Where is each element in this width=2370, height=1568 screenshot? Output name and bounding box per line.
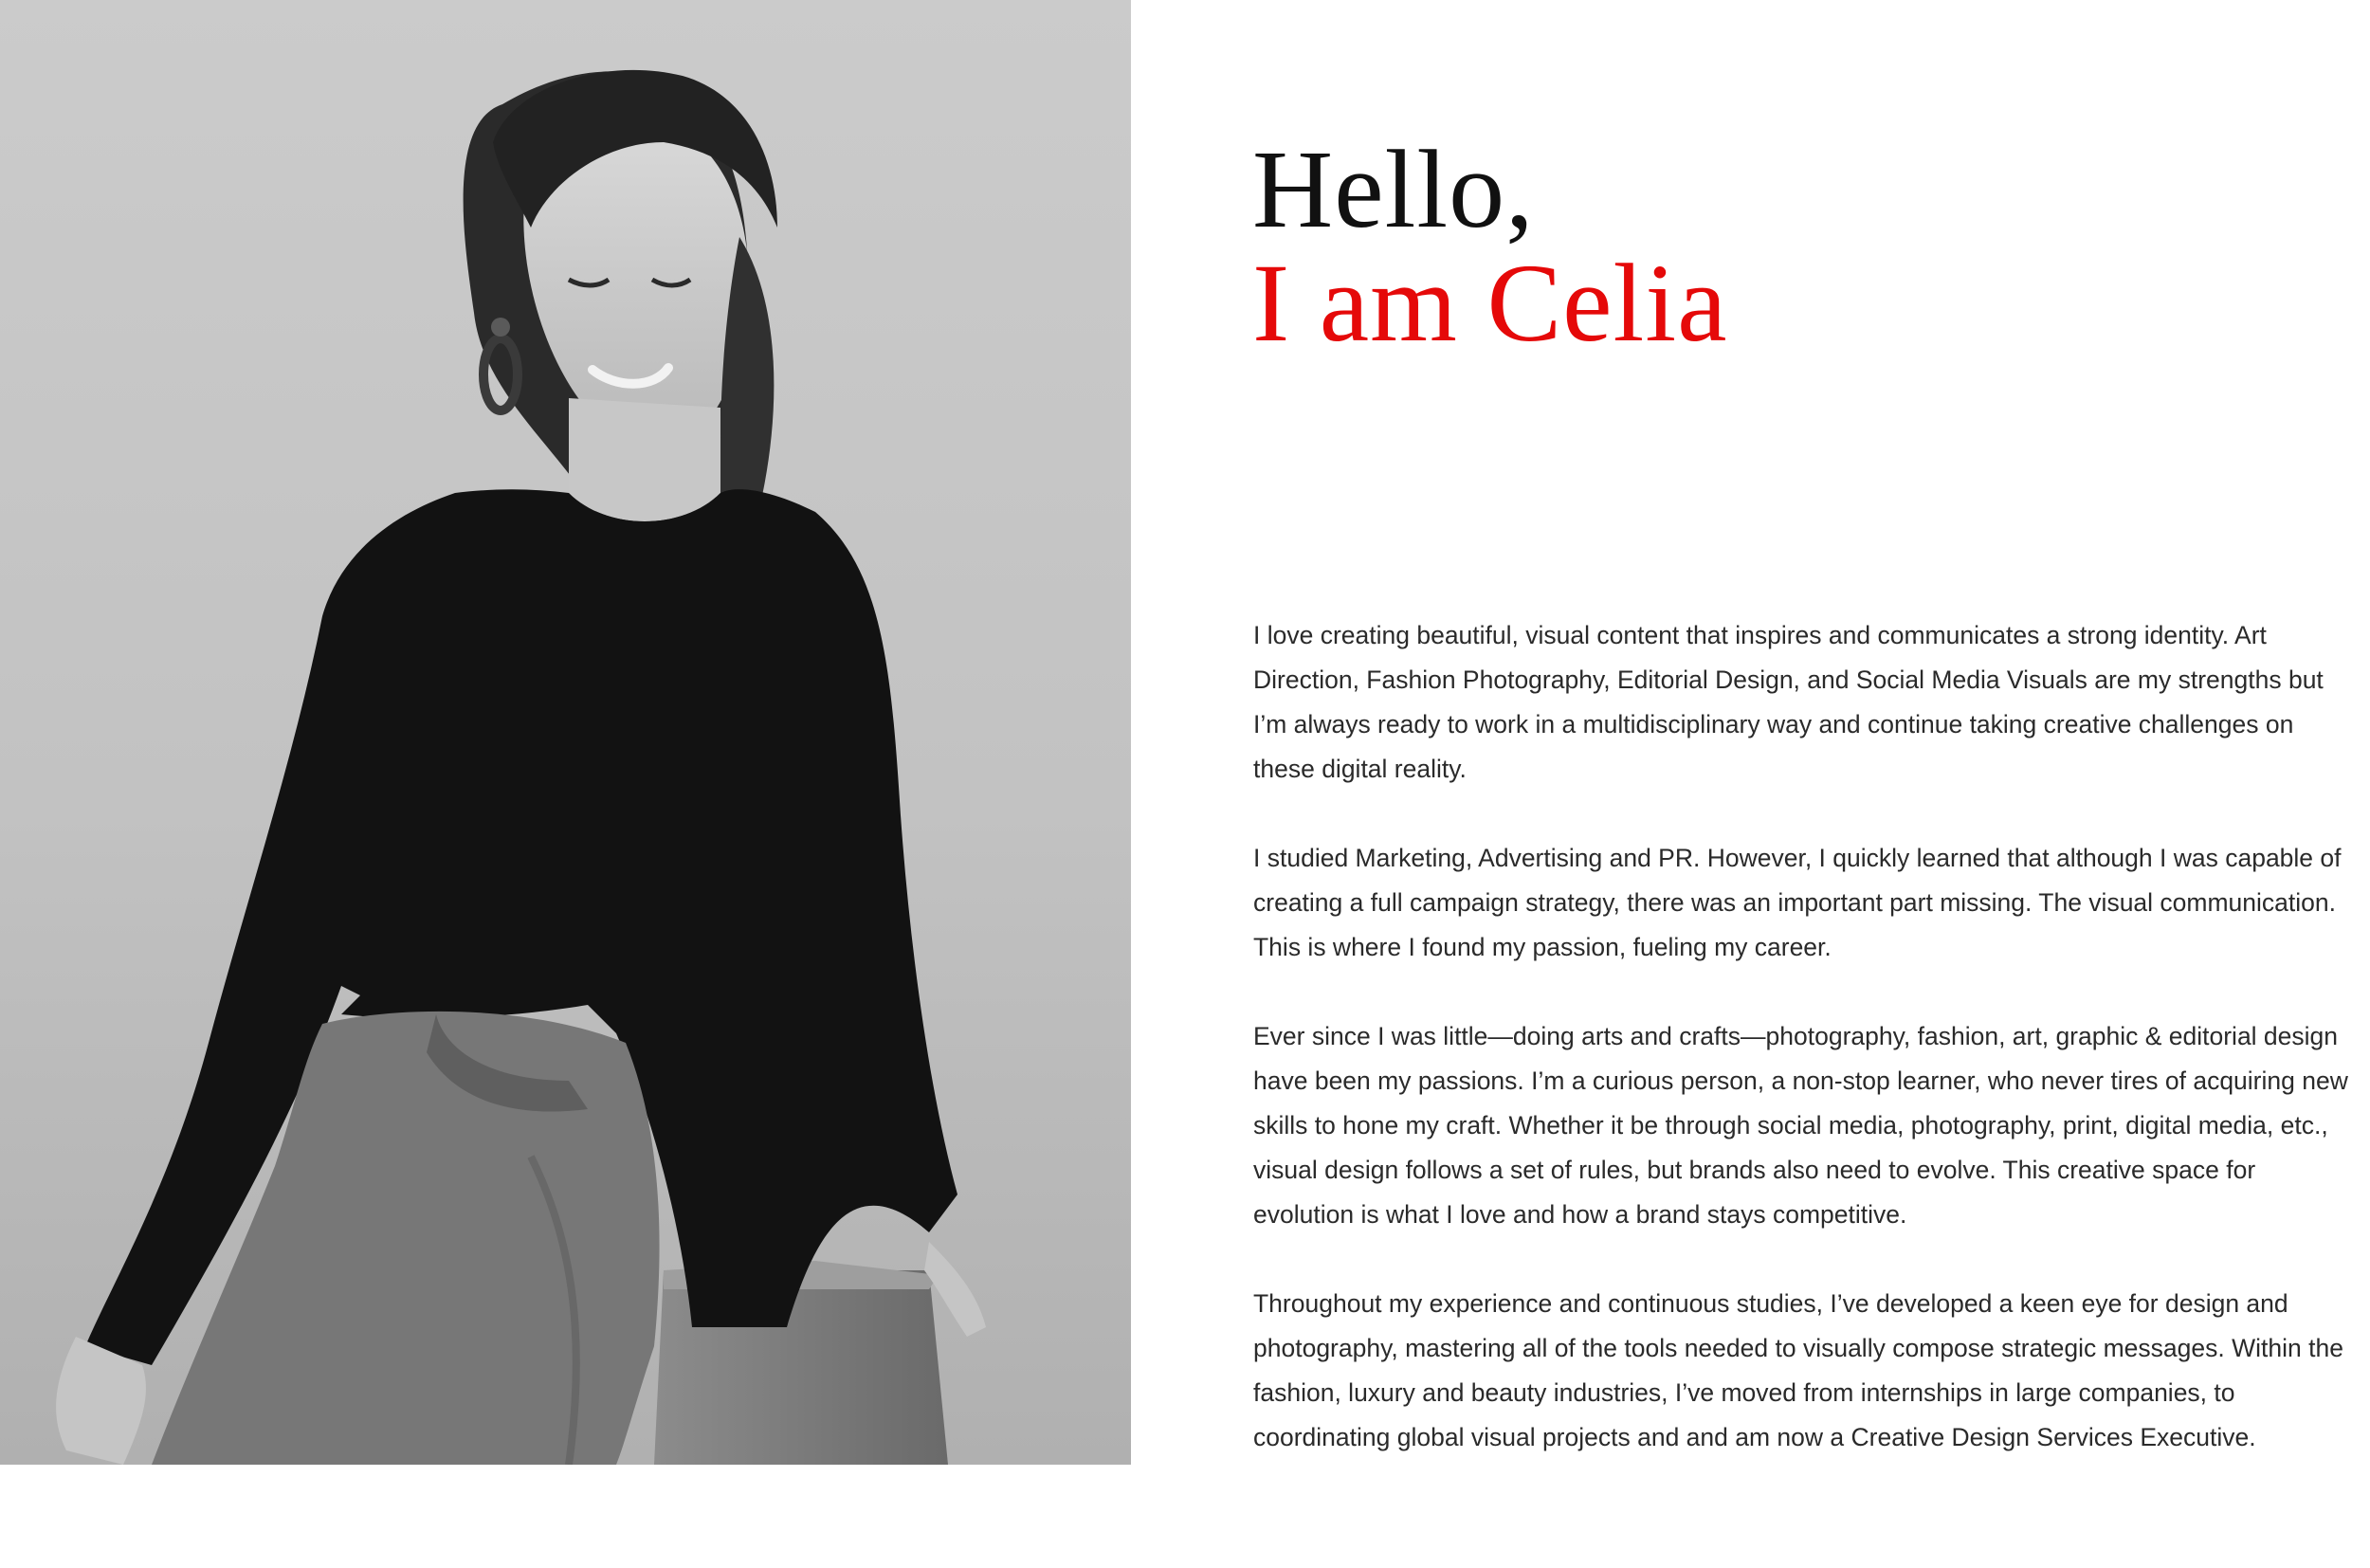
portrait-illustration (0, 0, 1131, 1465)
bio-paragraph: Ever since I was little—doing arts and crafts—photography, fashion, art, graphic & editorial design have been my passions. I’m a curious person, a non-stop learner, who never tires of acquiring new skills to hone my craft. Whether it be through social media, photography, print, digital media, etc., visual design follows a set of rules, but brands also need to evolve. This creative space for evolution is what I love and how a brand stays competitive. (1253, 1022, 2348, 1229)
bio-paragraph: I love creating beautiful, visual content that inspires and communicates a strong identity. Art Direction, Fashion Photography, Editorial Design, and Social Media Visuals are my strengths but I’m always ready to work in a multidisciplinary way and continue taking creative challenges on these digital reality. (1253, 621, 2324, 783)
greeting-line: Hello, (1252, 127, 1535, 251)
bio-paragraph: I studied Marketing, Advertising and PR. However, I quickly learned that although I was capable of creating a full campaign strategy, there was an important part missing. The visual communication. This is where I found my passion, fueling my career. (1253, 844, 2342, 961)
portrait-photo (0, 0, 1131, 1465)
page-heading (1252, 127, 1728, 365)
bio-paragraph: Throughout my experience and continuous studies, I’ve developed a keen eye for design and photography, mastering all of the tools needed to visually compose strategic messages. Within the fashion, luxury and beauty industries, I’ve moved from internships in large companies, to coordinating global visual projects and and am now a Creative Design Services Executive. (1253, 1289, 2343, 1451)
bio-text (1253, 613, 2353, 1460)
name-line: I am Celia (1252, 241, 1728, 365)
